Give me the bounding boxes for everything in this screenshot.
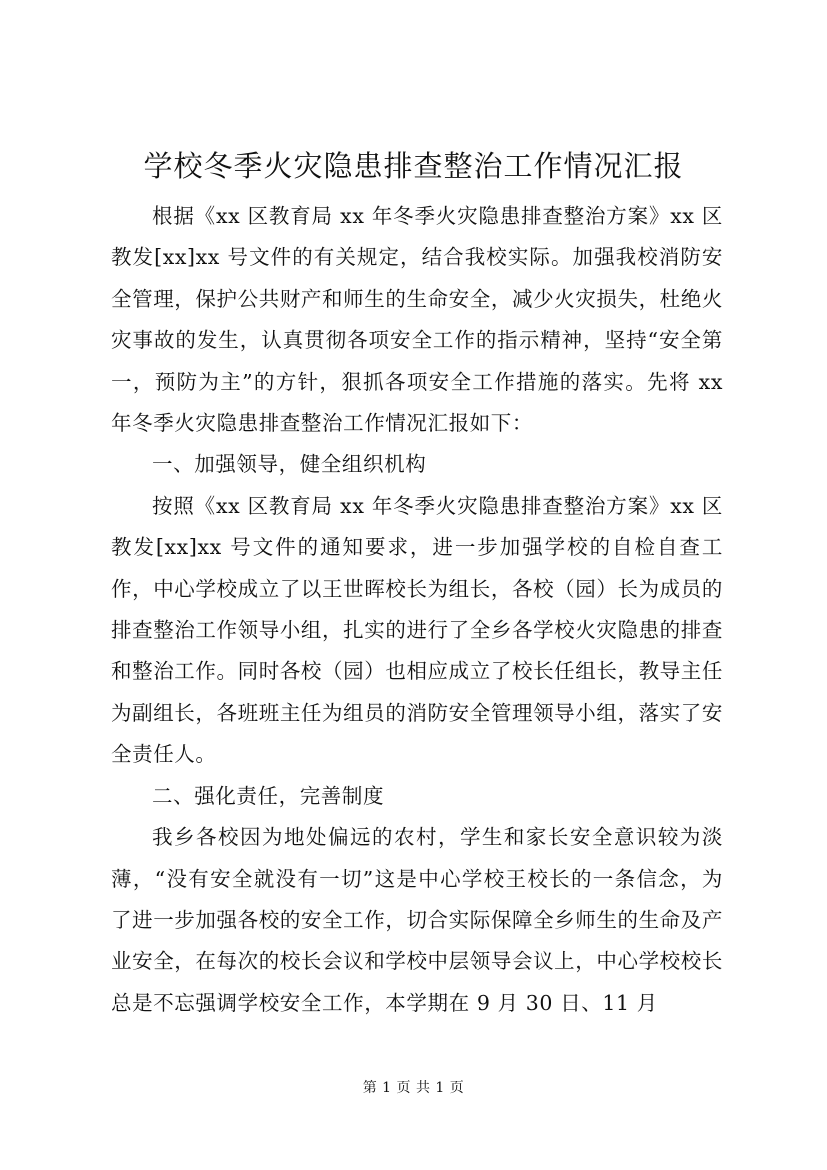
document-body <box>111 196 723 1024</box>
document-title: 学校冬季火灾隐患排查整治工作情况汇报 <box>143 149 684 183</box>
section-heading-1: 一、加强领导，健全组织机构 <box>152 452 427 477</box>
section-heading-2: 二、强化责任，完善制度 <box>152 783 385 808</box>
paragraph-intro: 根据《xx 区教育局 xx 年冬季火灾隐患排查整治方案》xx 区教发[xx]xx 号文件的有关规定，结合我校实际。加强我校消防安全管理，保护公共财产和师生的生命安全，减少火灾损失，杜绝火灾事故的发生，认真贯彻各项安全工作的指示精神，坚持“安全第一，预防为主”的方针，狠抓各项安全工作措施的落实。先将 xx 年冬季火灾隐患排查整治工作情况汇报如下： <box>111 204 723 436</box>
paragraph-section-1: 按照《xx 区教育局 xx 年冬季火灾隐患排查整治方案》xx 区教发[xx]xx 号文件的通知要求，进一步加强学校的自检自查工作，中心学校成立了以王世晖校长为组长，各校（园）长为成员的排查整治工作领导小组，扎实的进行了全乡各学校火灾隐患的排查和整治工作。同时各校（园）也相应成立了校长任组长，教导主任为副组长，各班班主任为组员的消防安全管理领导小组，落实了安全责任人。 <box>111 493 723 767</box>
paragraph-section-2: 我乡各校因为地处偏远的农村，学生和家长安全意识较为淡薄，“没有安全就没有一切”这是中心学校王校长的一条信念，为了进一步加强各校的安全工作，切合实际保障全乡师生的生命及产业安全，在每次的校长会议和学校中层领导会议上，中心学校校长总是不忘强调学校安全工作，本学期在 9 月 30 日、11 月 <box>111 825 723 1015</box>
page-number-footer: 第 1 页 共 1 页 <box>362 1080 465 1096</box>
